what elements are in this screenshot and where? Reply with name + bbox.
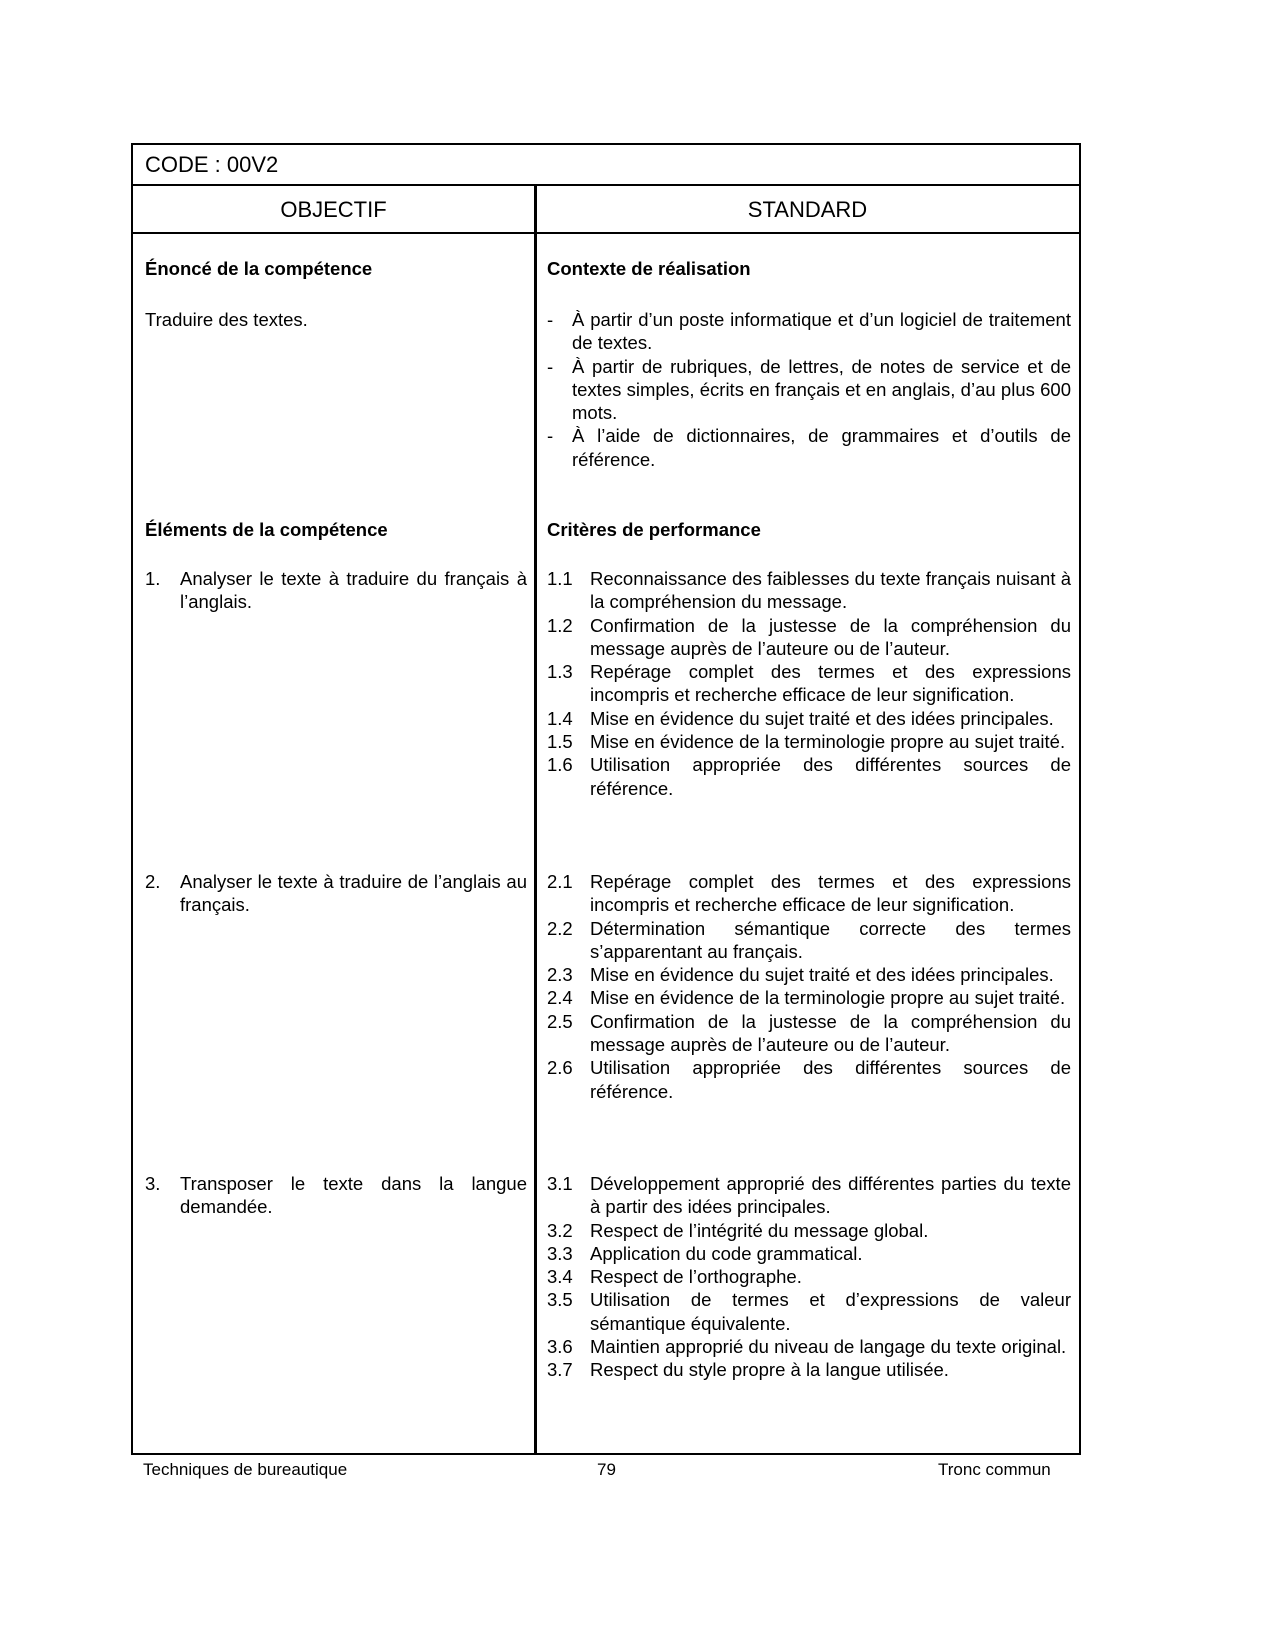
criterion-text: Respect de l’orthographe.	[590, 1266, 802, 1288]
element-1	[145, 567, 527, 614]
criterion-number: 2.6	[547, 1057, 573, 1079]
criterion-number: 2.2	[547, 917, 573, 939]
criterion-number: 3.5	[547, 1289, 573, 1311]
criterion-number: 3.1	[547, 1173, 573, 1194]
element-number: 2.	[145, 871, 161, 892]
criterion-text: Respect de l’intégrité du message global.	[590, 1219, 929, 1241]
criterion-number: 1.1	[547, 568, 573, 589]
criterion-text: Confirmation de la justesse de la compréhension du message auprès de l’auteure ou de l’auteur.	[590, 1010, 1071, 1056]
criterion	[547, 614, 1071, 661]
criterion-number: 2.4	[547, 987, 573, 1009]
enonce-text: Traduire des textes.	[145, 309, 308, 330]
contexte-list	[547, 308, 1071, 471]
criterion	[547, 1265, 1071, 1288]
criterion	[547, 1056, 1071, 1103]
footer-right: Tronc commun	[938, 1460, 1051, 1479]
criterion	[547, 567, 1071, 614]
criteria-list-2	[547, 870, 1071, 1103]
criteria-list-3	[547, 1172, 1071, 1382]
criterion	[547, 730, 1071, 753]
criterion-number: 1.4	[547, 707, 573, 729]
criterion	[547, 963, 1071, 986]
criterion-text: Utilisation appropriée des différentes sources de référence.	[590, 1057, 1071, 1102]
criterion-text: Utilisation de termes et d’expressions de valeur sémantique équivalente.	[590, 1289, 1071, 1334]
criterion	[547, 1242, 1071, 1265]
contexte-item: - À partir d’un poste informatique et d’un logiciel de traitement de textes.	[547, 309, 1071, 354]
criterion-text: Reconnaissance des faiblesses du texte français nuisant à la compréhension du message.	[590, 568, 1071, 613]
criterion-text: Mise en évidence de la terminologie propre au sujet traité.	[590, 731, 1066, 753]
criterion	[547, 986, 1071, 1009]
element-2	[145, 870, 527, 917]
criterion-text: Repérage complet des termes et des expressions incompris et recherche efficace de leur signification.	[590, 871, 1071, 916]
criterion	[547, 1219, 1071, 1242]
criterion	[547, 707, 1071, 730]
criterion	[547, 1335, 1071, 1358]
criterion-number: 3.3	[547, 1242, 573, 1264]
header-objectif: OBJECTIF	[133, 186, 534, 234]
criterion-number: 2.3	[547, 964, 573, 986]
criterion-number: 1.2	[547, 614, 573, 636]
code-label: CODE : 00V2	[133, 145, 1079, 186]
criterion-number: 1.6	[547, 754, 573, 776]
criterion-number: 1.5	[547, 731, 573, 753]
page-number: 79	[597, 1460, 616, 1479]
criterion	[547, 917, 1071, 964]
criterion-number: 1.3	[547, 661, 573, 683]
criterion-text: Respect du style propre à la langue utilisée.	[590, 1359, 949, 1381]
criterion-number: 3.7	[547, 1359, 573, 1381]
criterion-text: Détermination sémantique correcte des termes s’apparentant au français.	[590, 917, 1071, 962]
criterion-number: 2.1	[547, 871, 573, 892]
criterion	[547, 1288, 1071, 1335]
contexte-item: - À partir de rubriques, de lettres, de notes de service et de textes simples, écrits en français et en anglais, d’au plus 600 mots.	[547, 355, 1071, 424]
element-text: Analyser le texte à traduire du français à l’anglais.	[180, 568, 527, 613]
contexte-heading: Contexte de réalisation	[547, 258, 751, 279]
criterion-number: 2.5	[547, 1010, 573, 1032]
criterion-text: Mise en évidence du sujet traité et des idées principales.	[590, 707, 1054, 729]
criteria-list-1	[547, 567, 1071, 800]
criterion-number: 3.6	[547, 1336, 573, 1358]
criteres-heading: Critères de performance	[547, 519, 761, 540]
criterion-text: Confirmation de la justesse de la compréhension du message auprès de l’auteure ou de l’auteur.	[590, 614, 1071, 659]
competency-table	[131, 143, 1081, 1455]
criterion-text: Mise en évidence du sujet traité et des idées principales.	[590, 964, 1054, 986]
criterion-number: 3.4	[547, 1266, 573, 1288]
criterion	[547, 870, 1071, 917]
criterion-number: 3.2	[547, 1219, 573, 1241]
criterion	[547, 660, 1071, 707]
column-divider	[534, 186, 537, 1453]
header-standard: STANDARD	[536, 186, 1079, 234]
criterion	[547, 1172, 1071, 1219]
criterion	[547, 1358, 1071, 1381]
criterion-text: Maintien approprié du niveau de langage du texte original.	[590, 1336, 1067, 1358]
criterion-text: Mise en évidence de la terminologie propre au sujet traité.	[590, 987, 1066, 1009]
enonce-heading: Énoncé de la compétence	[145, 258, 373, 279]
element-3	[145, 1172, 527, 1219]
criterion	[547, 1010, 1071, 1057]
element-text: Transposer le texte dans la langue demandée.	[180, 1173, 527, 1218]
criterion	[547, 753, 1071, 800]
criterion-text: Utilisation appropriée des différentes sources de référence.	[590, 754, 1071, 799]
element-number: 1.	[145, 568, 161, 589]
criterion-text: Développement approprié des différentes parties du texte à partir des idées principales.	[590, 1173, 1071, 1218]
contexte-item: - À l’aide de dictionnaires, de grammaires et d’outils de référence.	[547, 425, 1071, 470]
criterion-text: Repérage complet des termes et des expressions incompris et recherche efficace de leur signification.	[590, 661, 1071, 706]
elements-heading: Éléments de la compétence	[145, 519, 388, 540]
footer-left: Techniques de bureautique	[143, 1460, 348, 1479]
criterion-text: Application du code grammatical.	[590, 1242, 863, 1264]
element-number: 3.	[145, 1173, 161, 1194]
element-text: Analyser le texte à traduire de l’anglais au français.	[180, 871, 527, 916]
